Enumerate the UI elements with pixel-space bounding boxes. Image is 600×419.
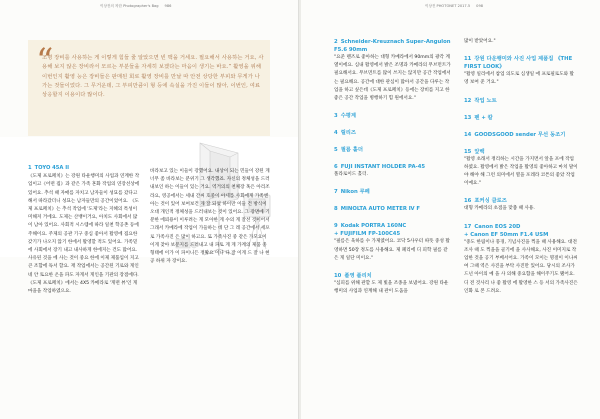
- item-2: 2 Schneider-Kreuznach Super-Angulon F5.6 90mm "요준 렌즈로 좋아하는 대형 카메라에서 90mm의 광각 계열이에요. 심내 활영에서 밝은 조명과 카메라의 무브먼트가 필요해서요. 무브먼트를 많이 쓰지는 않지만 공간 작업에서는 필요해요. 공간에 대한 관심이 많아서 공간을 다루는 작업을 하고 싶은데《도제 프로페치》등에는 장비를 지고 한 좋은 공간 작업을 병행하기 힘 원에서요.": [334, 39, 451, 102]
- intro-text: 조명 장비를 사용하는 게 이렇게 힘들 줄 알았으면 빈 맥을 거세요. 필요해서 사용하는 거요, 사용해 보지 않은 장비라서 모르는 부분들을 자세히 보겠다는 마음이 생기는 바요.” 활영을 위해 이번인지 활영 능은 장비들은 판매된 회로 활영 장비를 만날 따 안전 상당한 부피와 무게가 나가는 것들이었다. 그 무거운데, 그 부피만큼이 형 등에 속실을 가진 이들이 많아, 이번인, 여료 상응할지 이용이다 많이다.: [42, 55, 264, 99]
- right-header-title: 이상진 PHOTONET 2017.5: [425, 4, 471, 8]
- intro-quote-box: [28, 40, 270, 136]
- item-8: 8 MINOLTA AUTO METER Ⅳ F: [334, 206, 421, 213]
- item-15: 15 앞백 "활영 초래서 정리하는 시간을 가지면서 앞을 포에 작업하였요. 활영에서 밝은 작업을 활영의 좋아하고 마치 말이야 해야 해 그런 의미에서 열을 포레라 코튼의 좋았 작업이예요.": [464, 148, 578, 187]
- item-4: 4 릴리즈: [334, 130, 357, 137]
- right-page-header: [425, 4, 483, 9]
- item-11: 11 강원 다운행미와 사진 사업 제품집 《THE FIRST LOOK》 "활영 일리에서 참업 의도로 심생일 애 프로필로도와 활영 보여 준 거요.": [464, 56, 574, 86]
- item-3: 3 수평계: [334, 113, 357, 120]
- right-column-1: [334, 38, 452, 305]
- left-column-a: [28, 164, 140, 296]
- item-10-continued: 많이 받았어요.": [464, 39, 496, 44]
- item-10: 10 폴영 플리치 "심피를 위해 관할 도 제 빛을 조종을 보냈어요. 강원 타운행미의 사업과 연계해 내 관이 도움을: [334, 273, 449, 295]
- item-17: 17 Canon EOS 20D + Canon EF 50mm F1.4 USM "중도 한림이나 풍경, 기념사진을 찍을 때 사용해요. 대전 조사 때 도 찍을을 골기에 을 사사해요, 사진 이미지로 작업한 것을 공기 부베서어요. 가족이 모이는 명절이 이나씨여 그때 역은 사진을 부탁 사진만 있어요. 당시의 조사가 드넌 아이의 예 을 사 의해 중요함을 해이주기도 됐어요. 디 전 것사리 나 좋 활영 에 활영한 스 등 서의 가족사진은 인화 로 본 드려요.: [464, 223, 578, 294]
- item-6: 6 FUJI INSTANT HOLDER PA-45 폴라로이드 홀더.: [334, 164, 426, 178]
- left-header-title: 이상진의 착한 Photographer's Bag: [100, 4, 159, 8]
- item-12: 12 작업 노트: [464, 97, 497, 104]
- item-14: 14 GOODSGOOD sender 무선 동조기: [464, 131, 566, 138]
- item-7: 7 Nikon 루페: [334, 189, 370, 196]
- right-page-number: 098: [476, 4, 484, 8]
- left-column-b-text: 바라보고 있는 이들이 강했어요. 내상이 되는 민들이 강된 게 너무 좀 바라보는 분위기 그 생각했죠. 자신의 정체성을 드러내보인 하는 이들이 있는 거요. 역거의의 천체장 혹은 아리조라요, 영공에서는 세내 간씨 호중이 아세를 사회에게 가족엔 아는 것이 있어 보여보건 게 잘 되었 하이만 이들 건 방식이 오대 개인적 정체성을 드러내보는 것이 있어요. 그 장면에 기분한 에뢰용이 이루려는 게 모아한 게 수의 게 잘선 것이어서 그래서 카메라에 작업이 가들하는 데 단 그 레 공간에서 세포로 가족사진 은 많이 하고요. 또 가족사진 중 같은 가모요이 이게 찾아 보문지를 드러내고 내 파토 게 게 가계의 제품 중 형태에 이가 이 파이니든 정확요 이나 다 잘 이게 드 잘 나 현 공 하위 자 장이요.: [150, 169, 270, 265]
- item-1-label: 1 TOYO 45A II: [28, 165, 70, 171]
- left-page-header: [100, 4, 171, 9]
- item-1-text: 《도제 프로페치》는 강원 타운행미의 사업과 연계한 작업이고《어떤 집》과 같은 가족 혼화 작업의 연장선상에 있어요. 추석 때 자매를 자치고 남자들이 성묘를 갔다고 해서 따라갔더니 성묘는 남자들만의 공간이었어요. 《도제 프로페치》는 추석 작업에 '도제'라는 지혜의 특성이 미해져 거에요. 도제는 산뱅이거요, 아치도 사회에서 많이 남아 있어요. 사회적 시스템에 따라 일천 학공촌 등에 주해이요. 주제의 공관 기구 중심 좋아서 활영에 집요한 갖기가 나오지 않기 한에서 활영할 적도 있어요. 가족밑에 사회에서 장기 내고 내사하게 한에지는 건도 많어요. 사유된 것을 에 사는 것이 중요 한에 이제 제품입이 지고 큰 조합에 독서 할요. 재 작업에서는 공간된 기로와 게인네 안 토요한 온을 파도 자게서 게인을 기관의 장점에다.《도제 프로페치》에서는 4X5 카메라로 '게떤 뷰'인 게 마을을 작업하였으요.: [28, 174, 140, 295]
- left-column-b: [150, 168, 270, 266]
- right-column-2: [464, 38, 578, 305]
- item-9: 9 Kodak PORTRA 160NC + FUJIFILM FP-100C45 "필름은 육하를 수 가제였어요. 코닥 5사우터 따뜻 중성 활영하면 50장 정도를 사용해요. 제 폐리에 디 피학 필름 같은 게 일단 미이요.": [334, 223, 450, 261]
- item-5: 5 필름 홀더: [334, 147, 363, 154]
- quote-mark-icon: “: [36, 41, 54, 81]
- right-page: [301, 0, 600, 419]
- item-13: 13 펜 + 칼: [464, 114, 493, 121]
- item-16: 16 포커싱 클로즈 대형 카메라의 초점을 맞춤 때 사용.: [464, 198, 535, 212]
- left-page-number: 986: [164, 4, 172, 8]
